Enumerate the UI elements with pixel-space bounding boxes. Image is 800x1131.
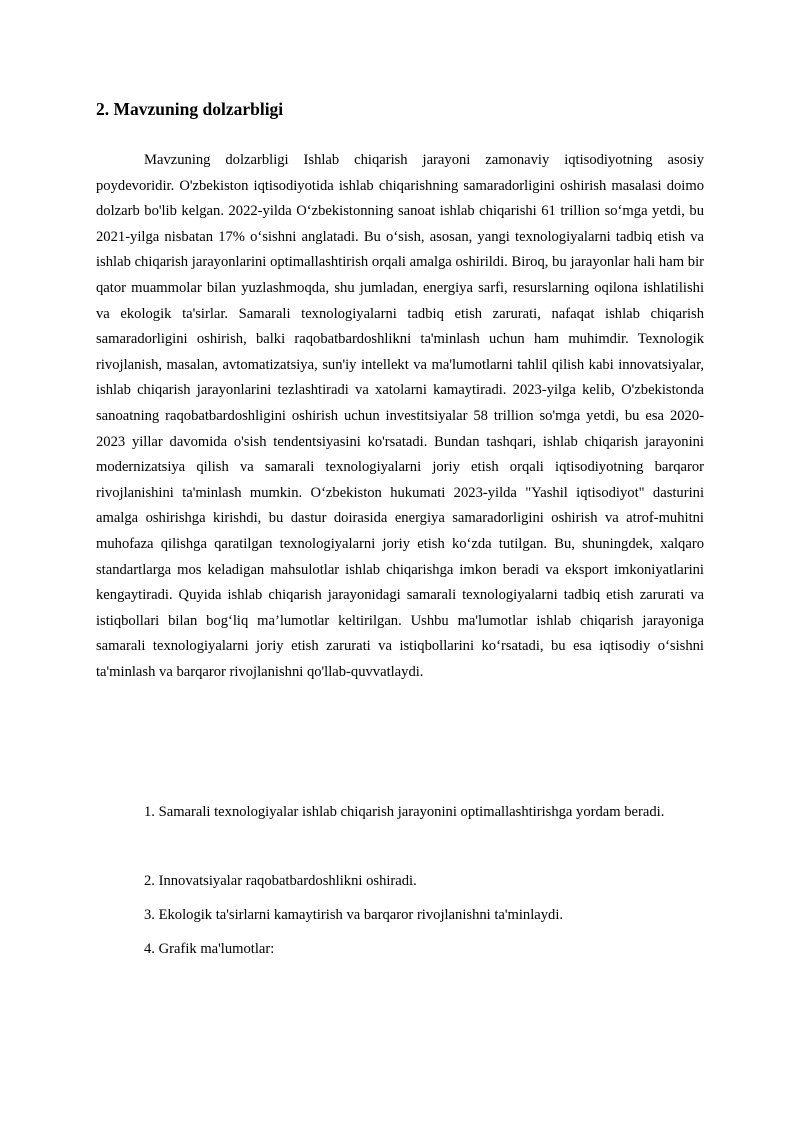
list-item: 3. Ekologik ta'sirlarni kamaytirish va barqaror rivojlanishni ta'minlaydi. xyxy=(144,907,564,923)
list-item: 4. Grafik ma'lumotlar: xyxy=(144,941,275,957)
section-heading: 2. Mavzuning dolzarbligi xyxy=(96,99,284,119)
list-item: 2. Innovatsiyalar raqobatbardoshlikni oshiradi. xyxy=(144,873,417,889)
body-paragraph: Mavzuning dolzarbligi Ishlab chiqarish jarayoni zamonaviy iqtisodiyotning asosiy poydevoridir. O'zbekiston iqtisodiyotida ishlab chiqarishning samaradorligini oshirish masalasi doimo dolzarb bo'lib kelgan. 2022-yilda O‘zbekistonning sanoat ishlab chiqarishi 61 trillion so‘mga yetdi, bu 2021-yilga nisbatan 17% o‘sishni anglatadi. Bu o‘sish, asosan, yangi texnologiyalarni tadbiq etish va ishlab chiqarish jarayonlarini optimallashtirish orqali amalga oshirildi. Biroq, bu jarayonlar hali ham bir qator muammolar bilan yuzlashmoqda, shu jumladan, energiya sarfi, resurslarning oqilona ishlatilishi va ekologik ta'sirlar. Samarali texnologiyalarni tadbiq etish zarurati, nafaqat ishlab chiqarish samaradorligini oshirish, balki raqobatbardoshlikni ta'minlash uchun ham muhimdir. Texnologik rivojlanish, masalan, avtomatizatsiya, sun'iy intellekt va ma'lumotlarni tahlil qilish kabi innovatsiyalar, ishlab chiqarish jarayonlarini tezlashtiradi va xatolarni kamaytiradi. 2023-yilga kelib, O'zbekistonda sanoatning raqobatbardoshligini oshirish uchun investitsiyalar 58 trillion so'mga yetdi, bu esa 2020-2023 yillar davomida o'sish tendentsiyasini ko'rsatadi. Bundan tashqari, ishlab chiqarish jarayonini modernizatsiya qilish va samarali texnologiyalarni joriy etish orqali iqtisodiyotning barqaror rivojlanishini ta'minlash mumkin. O‘zbekiston hukumati 2023-yilda "Yashil iqtisodiyot" dasturini amalga oshirishga kirishdi, bu dastur doirasida energiya samaradorligini oshirish va atrof-muhitni muhofaza qilishga qaratilgan texnologiyalarni joriy etish ko‘zda tutilgan. Bu, shuningdek, xalqaro standartlarga mos keladigan mahsulotlar ishlab chiqarishga imkon beradi va eksport imkoniyatlarini kengaytiradi. Quyida ishlab chiqarish jarayonidagi samarali texnologiyalarni tadbiq etish zarurati va istiqbollari bilan bog‘liq ma’lumotlar keltirilgan. Ushbu ma'lumotlar ishlab chiqarish jarayoniga samarali texnologiyalarni joriy etish zarurati va istiqbollarini ko‘rsatadi, bu esa iqtisodiy o‘sishni ta'minlash va barqaror rivojlanishni qo'llab-quvvatlaydi. xyxy=(96,152,704,680)
list-item: 1. Samarali texnologiyalar ishlab chiqarish jarayonini optimallashtirishga yordam beradi. xyxy=(144,804,665,820)
